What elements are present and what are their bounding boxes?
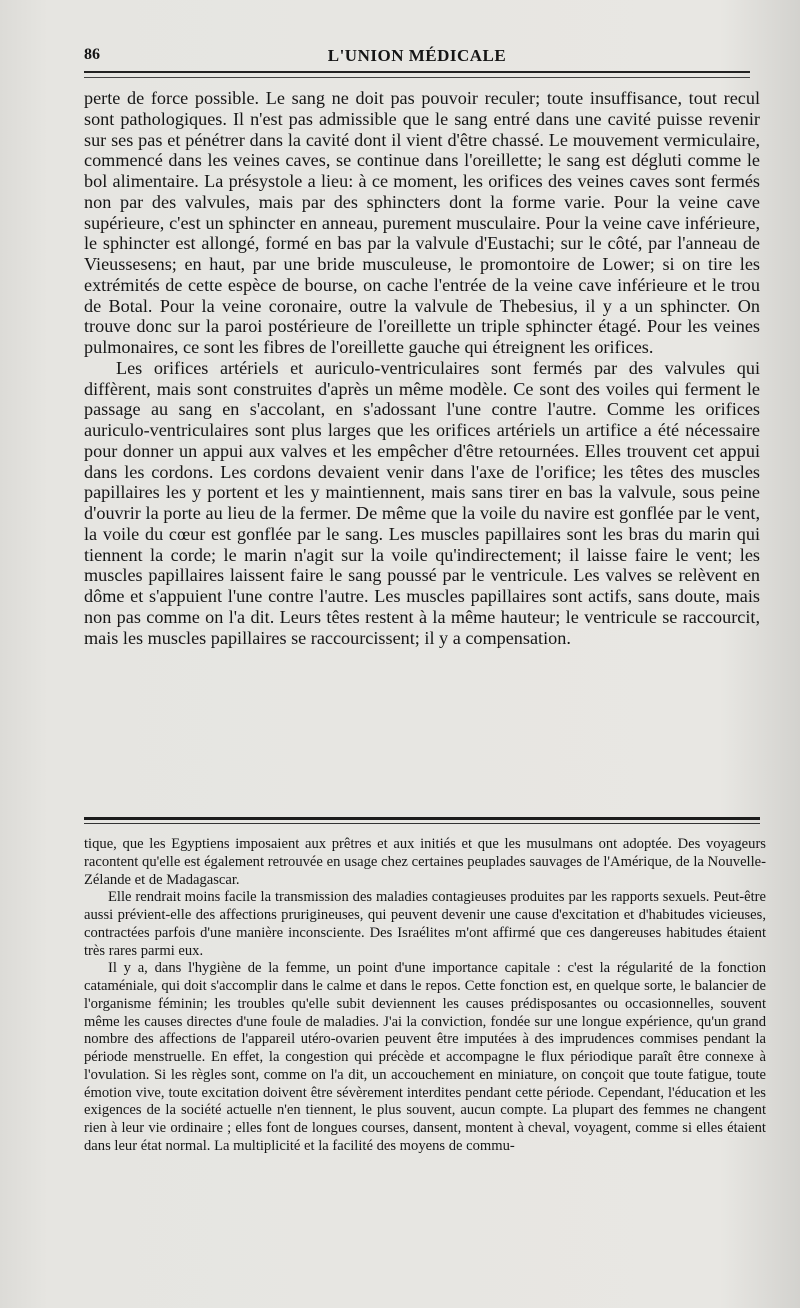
- footnote-paragraph-1: tique, que les Egyptiens imposaient aux prêtres et aux initiés et que les musulmans ont adoptée. Des voyageurs racontent qu'elle est également retrouvée en usage chez certaines peuplades sauvages de l'Amérique, de la Nouvelle-Zélande et de Madagascar.: [84, 836, 766, 888]
- running-header: [84, 42, 750, 72]
- header-rule: [84, 71, 750, 73]
- footnotes-section: [84, 836, 766, 1156]
- body-paragraph-2: Les orifices artériels et auriculo-ventriculaires sont fermés par des valvules qui diffèrent, mais sont construites d'après un même modèle. Ce sont des voiles qui ferment le passage au sang en s'accolant, en s'adossant l'une contre l'autre. Comme les orifices auriculo-ventriculaires sont plus larges que les orifices artériels un artifice a été nécessaire pour donner un appui aux valves et les empêcher d'être retournées. Elles trouvent cet appui dans les cordons. Les cordons devaient venir dans l'axe de l'orifice; les têtes des muscles papillaires les y portent et les y maintiennent, mais sans tirer en bas la valvule, sous peine d'ouvrir la porte au lieu de la fermer. De même que la voile du navire est gonflée par le vent, la voile du cœur est gonflée par le sang. Les muscles papillaires sont les bras du marin qui tiennent la corde; le marin n'agit sur la voile qu'indirectement; il laisse faire le vent; les muscles papillaires laissent faire le sang poussé par le ventricule. Les valves se relèvent en dôme et s'appuient l'une contre l'autre. Les muscles papillaires sont actifs, sans doute, mais non pas comme on l'a dit. Leurs têtes restent à la même hauteur; le ventricule se raccourcit, mais les muscles papillaires se raccourcissent; il y a compensation.: [84, 357, 760, 648]
- footnote-separator-rule: [84, 817, 760, 820]
- main-body-text: [84, 88, 760, 648]
- body-paragraph-1: perte de force possible. Le sang ne doit pas pouvoir reculer; toute insuffisance, tout recul sont pathologiques. Il n'est pas admissible que le sang entré dans une cavité puisse revenir sur ses pas et pénétrer dans la cavité dont il vient d'être chassé. Le mouvement vermiculaire, commencé dans les veines caves, se continue dans l'oreillette; le sang est dégluti comme le bol alimentaire. La présystole a lieu: à ce moment, les orifices des veines caves sont fermés non par des valvules, mais par des sphincters dont la forme varie. Pour la veine cave supérieure, c'est un sphincter en anneau, purement musculaire. Pour la veine cave inférieure, le sphincter est allongé, formé en bas par la valvule d'Eustachi; sur le côté, par l'anneau de Vieussesens; en haut, par une bride musculeuse, le promontoire de Lower; si on tire les extrémités de cette espèce de bourse, on cache l'entrée de la veine cave inférieure et le trou de Botal. Pour la veine coronaire, outre la valvule de Thebesius, il y a un sphincter. On trouve donc sur la paroi postérieure de l'oreillette un triple sphincter étagé. Pour les veines pulmonaires, ce sont les fibres de l'oreillette gauche qui étreignent les orifices.: [84, 88, 760, 357]
- footnote-paragraph-2: Elle rendrait moins facile la transmission des maladies contagieuses produites par les rapports sexuels. Peut-être aussi prévient-elle des affections prurigineuses, qui peuvent devenir une cause d'excitation et d'habitudes vicieuses, contractées parfois d'une manière inconsciente. Des Israélites m'ont affirmé que ces dangereuses habitudes étaient très rares parmi eux.: [84, 889, 766, 959]
- footnote-paragraph-3: Il y a, dans l'hygiène de la femme, un point d'une importance capitale : c'est la régularité de la fonction cataméniale, qui doit s'accomplir dans le calme et dans le repos. Cette fonction est, en quelque sorte, le balancier de l'organisme féminin; les troubles qu'elle subit deviennent les causes prédisposantes ou occasionnelles, souvent même les causes directes d'une foule de maladies. J'ai la conviction, fondée sur une longue expérience, qu'un grand nombre des affections de l'appareil utéro-ovarien peuvent être imputées à des imprudences commises pendant la période menstruelle. En effet, la congestion qui précède et accompagne le flux périodique paraît être connexe à l'ovulation. Si les règles sont, comme on l'a dit, un accouchement en miniature, on conçoit que toute fatigue, toute émotion vive, toute excitation doivent être sévèrement interdites pendant cette période. Cependant, l'éducation et les exigences de la société actuelle n'en tiennent, le plus souvent, aucun compte. La plupart des femmes ne changent rien à leur vie ordinaire ; elles font de longues courses, dansent, montent à cheval, voyagent, comme si elles étaient dans leur état normal. La multiplicité et la facilité des moyens de commu-: [84, 960, 766, 1154]
- page-number: 86: [84, 46, 100, 63]
- footnote-separator-rule-thin: [84, 823, 760, 824]
- header-rule-thin: [84, 77, 750, 78]
- journal-title: L'UNION MÉDICALE: [327, 46, 507, 65]
